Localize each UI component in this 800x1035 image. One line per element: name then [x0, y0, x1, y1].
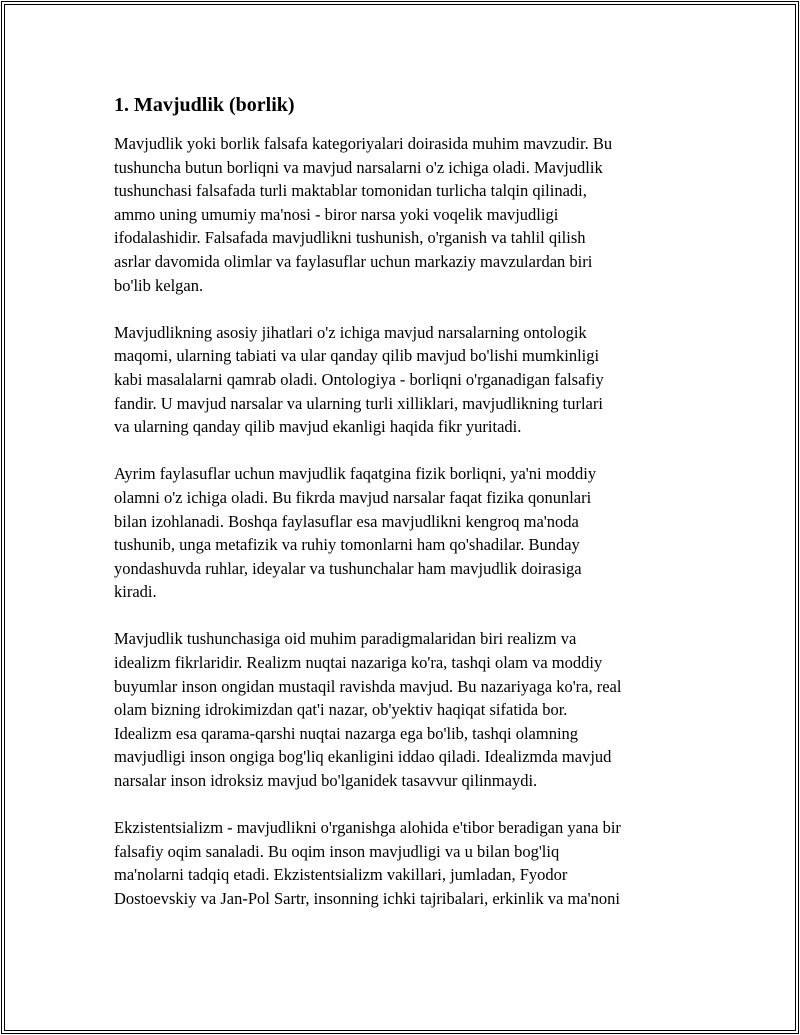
paragraph-2: Mavjudlikning asosiy jihatlari o'z ichiga mavjud narsalarning ontologik maqomi, ularning tabiati va ular qanday qilib mavjud bo'lishi mumkinligi kabi masalalarni qamrab oladi. Ontologiya - borliqni o'rganadigan falsafiy fandir. U mavjud narsalar va ularning turli xilliklari, mavjudlikning turlari va ularning qanday qilib mavjud ekanligi haqida fikr yuritadi.	[114, 322, 604, 437]
paragraph-3: Ayrim faylasuflar uchun mavjudlik faqatgina fizik borliqni, ya'ni moddiy olamni o'z ichiga oladi. Bu fikrda mavjud narsalar faqat fizika qonunlari bilan izohlanadi. Boshqa faylasuflar esa mavjudlikni kengroq ma'noda tushunib, unga metafizik va ruhiy tomonlarni ham qo'shadilar. Bunday yondashuvda ruhlar, ideyalar va tushunchalar ham mavjudlik doirasiga kiradi.	[114, 464, 597, 602]
document-body	[114, 92, 696, 934]
paragraph-1: Mavjudlik yoki borlik falsafa kategoriyalari doirasida muhim mavzudir. Bu tushuncha butun borliqni va mavjud narsalarni o'z ichiga oladi. Mavjudlik tushunchasi falsafada turli maktablar tomonidan turlicha talqin qilinadi, ammo uning umumiy ma'nosi - biror narsa yoki voqelik mavjudligi ifodalashidir. Falsafada mavjudlikni tushunish, o'rganish va tahlil qilish asrlar davomida olimlar va faylasuflar uchun markaziy mavzulardan biri bo'lib kelgan.	[114, 134, 613, 295]
paragraph-4: Mavjudlik tushunchasiga oid muhim paradigmalaridan biri realizm va idealizm fikrlaridir. Realizm nuqtai nazariga ko'ra, tashqi olam va moddiy buyumlar inson ongidan mustaqil ravishda mavjud. Bu nazariyaga ko'ra, real olam bizning idrokimizdan qat'i nazar, ob'yektiv haqiqat sifatida bor. Idealizm esa qarama-qarshi nuqtai nazarga ega bo'lib, tashqi olamning mavjudligi inson ongiga bog'liq ekanligini iddao qiladi. Idealizmda mavjud narsalar inson idroksiz mavjud bo'lganidek tasavvur qilinmaydi.	[114, 629, 622, 791]
paragraph-5: Ekzistentsializm - mavjudlikni o'rganishga alohida e'tibor beradigan yana bir falsafiy oqim sanaladi. Bu oqim inson mavjudligi va u bilan bog'liq ma'nolarni tadqiq etadi. Ekzistentsializm vakillari, jumladan, Fyodor Dostoevskiy va Jan-Pol Sartr, insonning ichki tajribalari, erkinlik va ma'noni	[114, 818, 621, 908]
section-title: 1. Mavjudlik (borlik)	[114, 94, 295, 116]
